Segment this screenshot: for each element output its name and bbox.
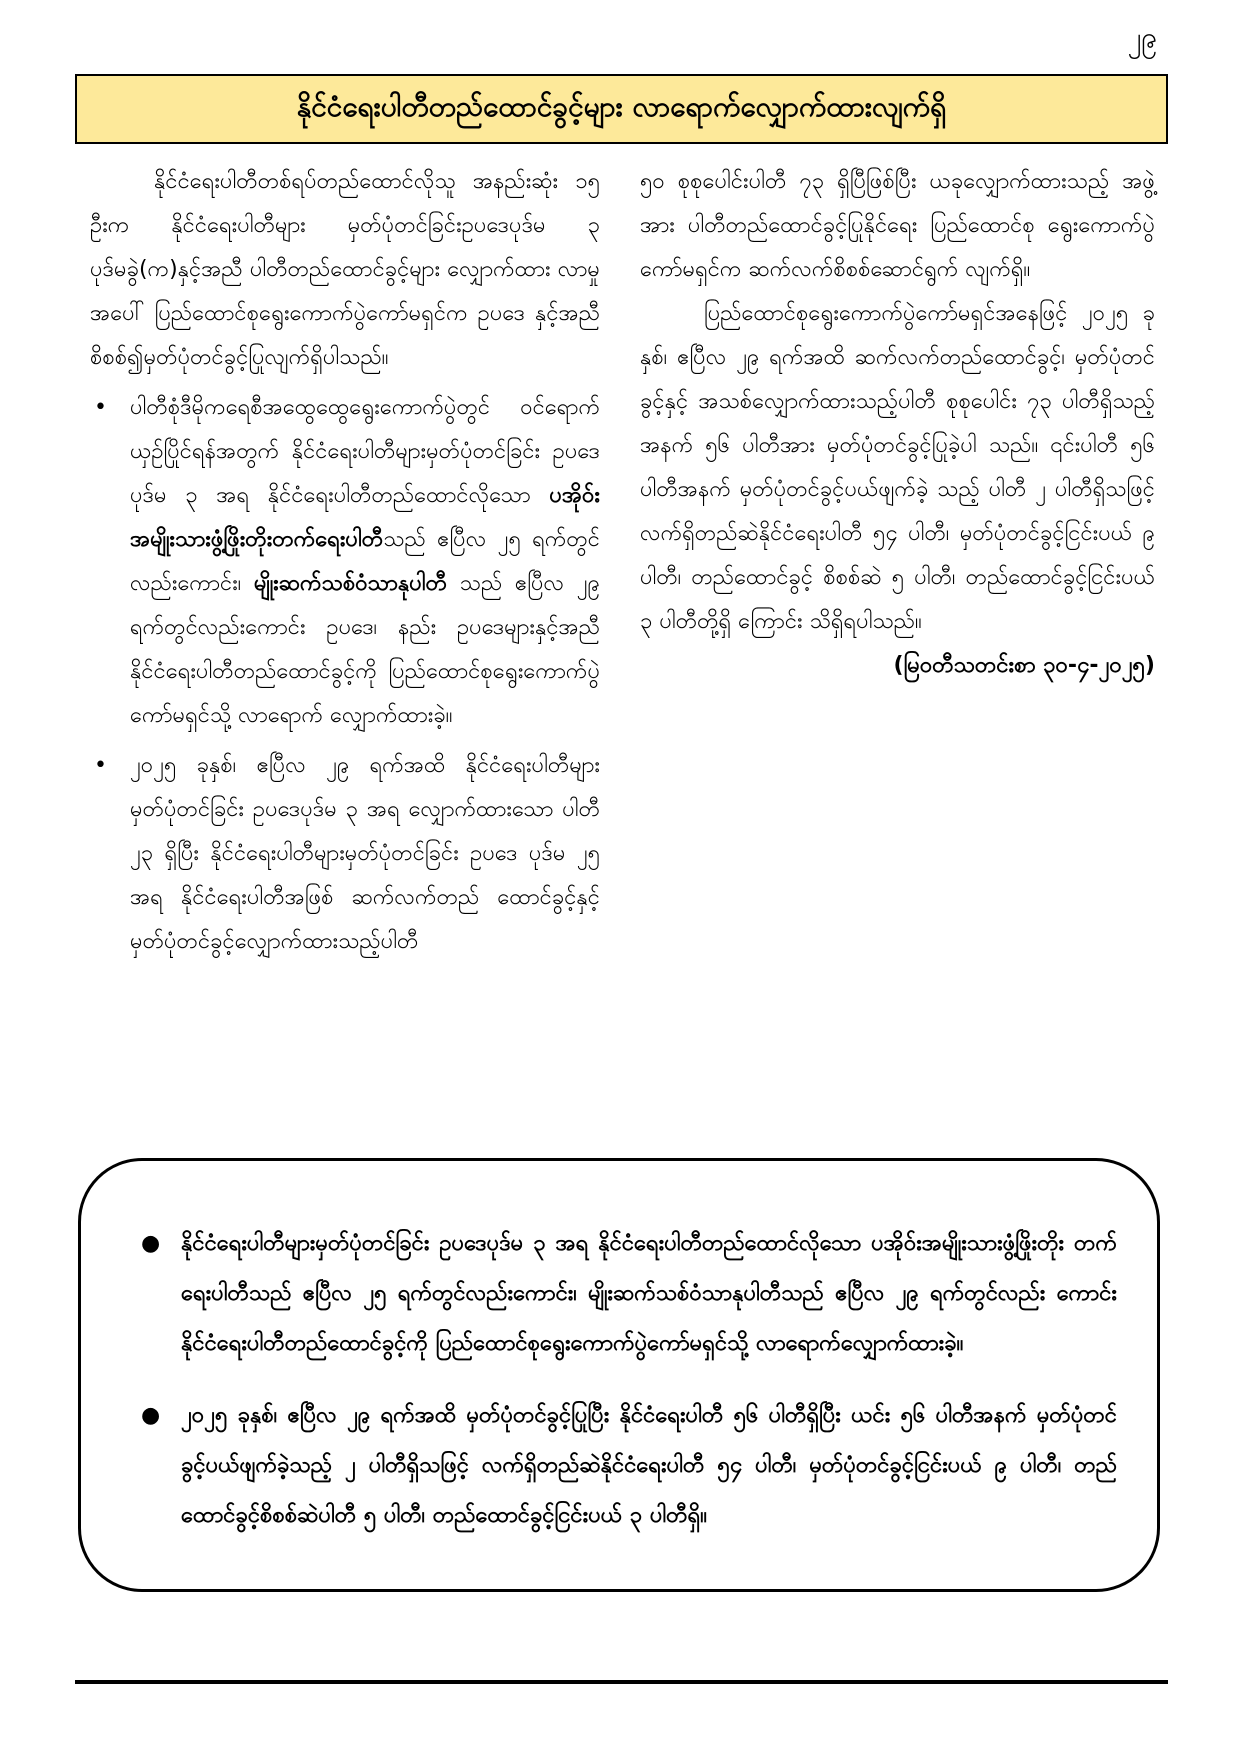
bullet1-text-2: သည် ဧပြီလ ၂၅ ရက်တွင်လည်းကောင်း၊ bbox=[130, 527, 600, 596]
bullet-list bbox=[90, 386, 600, 964]
summary-item: ● ၂၀၂၅ ခုနှစ်၊ ဧပြီလ ၂၉ ရက်အထိ မှတ်ပုံတင်ခွင့်ပြုပြီး နိုင်ငံရေးပါတီ ၅၆ ပါတီရှိပြီး ယင်း ၅၆ ပါတီအနက် မှတ်ပုံတင် ခွင့်ပယ်ဖျက်ခဲ့သည့် ၂ ပါတီရှိသဖြင့် လက်ရှိတည်ဆဲနိုင်ငံရေးပါတီ ၅၄ ပါတီ၊ မှတ်ပုံတင်ခွင့်ငြင်းပယ် ၉ ပါတီ၊ တည် ထောင်ခွင့်စိစစ်ဆဲပါတီ ၅ ပါတီ၊ တည်ထောင်ခွင့်ငြင်းပယ် ၃ ပါတီရှိ။ bbox=[141, 1391, 1117, 1541]
summary-item: ● နိုင်ငံရေးပါတီများမှတ်ပုံတင်ခြင်း ဥပဒေပုဒ်မ ၃ အရ နိုင်ငံရေးပါတီတည်ထောင်လိုသော ပအိုဝ်းအမျိုးသားဖွံ့ဖြိုးတိုး တက်ရေးပါတီသည် ဧပြီလ ၂၅ ရက်တွင်လည်းကောင်း၊ မျိုးဆက်သစ်ဝံသာနုပါတီသည် ဧပြီလ ၂၉ ရက်တွင်လည်း ကောင်း နိုင်ငံရေးပါတီတည်ထောင်ခွင့်ကို ပြည်ထောင်စုရွေးကောက်ပွဲကော်မရှင်သို့ လာရောက်လျှောက်ထားခဲ့။ bbox=[141, 1219, 1117, 1369]
summary-list bbox=[141, 1219, 1117, 1541]
source-citation: (မြဝတီသတင်းစာ ၃၀-၄-၂၀၂၅) bbox=[893, 653, 1155, 678]
bullet1-text-1: ပါတီစုံဒီမိုကရေစီအထွေထွေရွေးကောက်ပွဲတွင် ဝင်ရောက် ယှဉ်ပြိုင်ရန်အတွက် နိုင်ငံရေးပါတီများမှတ်ပုံတင်ခြင်း ဥပဒေပုဒ်မ ၃ အရ နိုင်ငံရေးပါတီတည်ထောင်လိုသော bbox=[130, 395, 600, 508]
list-item: • ၂၀၂၅ ခုနှစ်၊ ဧပြီလ ၂၉ ရက်အထိ နိုင်ငံရေးပါတီများ မှတ်ပုံတင်ခြင်း ဥပဒေပုဒ်မ ၃ အရ လျှောက်ထားသော ပါတီ ၂၃ ရှိပြီး နိုင်ငံရေးပါတီများမှတ်ပုံတင်ခြင်း ဥပဒေ ပုဒ်မ ၂၅ အရ နိုင်ငံရေးပါတီအဖြစ် ဆက်လက်တည် ထောင်ခွင့်နှင့် မှတ်ပုံတင်ခွင့်လျှောက်ထားသည့်ပါတီ bbox=[90, 744, 600, 964]
bullet1-text-3: သည် ဧပြီလ ၂၉ ရက်တွင်လည်းကောင်း ဥပဒေ၊ နည်း ဥပဒေများနှင့်အညီ နိုင်ငံရေးပါတီတည်ထောင်ခွင့်ကို ပြည်ထောင်စုရွေးကောက်ပွဲကော်မရှင်သို့ လာရောက် လျှောက်ထားခဲ့။ bbox=[130, 571, 600, 728]
page-title: နိုင်ငံရေးပါတီတည်ထောင်ခွင့်များ လာရောက်လျှောက်ထားလျက်ရှိ bbox=[75, 74, 1168, 144]
commission-paragraph: ပြည်ထောင်စုရွေးကောက်ပွဲကော်မရှင်အနေဖြင့် ၂၀၂၅ ခုနှစ်၊ ဧပြီလ ၂၉ ရက်အထိ ဆက်လက်တည်ထောင်ခွင့်၊ မှတ်ပုံတင်ခွင့်နှင့် အသစ်လျှောက်ထားသည့်ပါတီ စုစုပေါင်း ၇၃ ပါတီရှိသည့်အနက် ၅၆ ပါတီအား မှတ်ပုံတင်ခွင့်ပြုခဲ့ပါ သည်။ ၎င်းပါတီ ၅၆ ပါတီအနက် မှတ်ပုံတင်ခွင့်ပယ်ဖျက်ခဲ့ သည့် ပါတီ ၂ ပါတီရှိသဖြင့် လက်ရှိတည်ဆဲနိုင်ငံရေးပါတီ ၅၄ ပါတီ၊ မှတ်ပုံတင်ခွင့်ငြင်းပယ် ၉ ပါတီ၊ တည်ထောင်ခွင့် စိစစ်ဆဲ ၅ ပါတီ၊ တည်ထောင်ခွင့်ငြင်းပယ် ၃ ပါတီတို့ရှိ ကြောင်း သိရှိရပါသည်။ bbox=[640, 301, 1155, 634]
summary-box bbox=[78, 1158, 1160, 1592]
bottom-divider bbox=[75, 1680, 1168, 1684]
continuation-paragraph: ၅၀ စုစုပေါင်းပါတီ ၇၃ ရှိပြီဖြစ်ပြီး ယခုလျှောက်ထားသည့် အဖွဲ့အား ပါတီတည်ထောင်ခွင့်ပြုနိုင်ရေး ပြည်ထောင်စု ရွေးကောက်ပွဲကော်မရှင်က ဆက်လက်စိစစ်ဆောင်ရွက် လျက်ရှိ။ bbox=[640, 169, 1155, 282]
left-column bbox=[90, 160, 600, 970]
page-number: ၂၉ bbox=[1127, 21, 1157, 54]
party-name-pa-o: ပအိုဝ်းအမျိုးသားဖွံ့ဖြိုးတိုးတက်ရေးပါတီ bbox=[130, 483, 600, 552]
intro-paragraph: နိုင်ငံရေးပါတီတစ်ရပ်တည်ထောင်လိုသူ အနည်းဆုံး ၁၅ ဦးက နိုင်ငံရေးပါတီများ မှတ်ပုံတင်ခြင်းဥပဒေပုဒ်မ ၃ ပုဒ်မခွဲ(က)နှင့်အညီ ပါတီတည်ထောင်ခွင့်များ လျှောက်ထား လာမှုအပေါ် ပြည်ထောင်စုရွေးကောက်ပွဲကော်မရှင်က ဥပဒေ နှင့်အညီ စိစစ်၍မှတ်ပုံတင်ခွင့်ပြုလျက်ရှိပါသည်။ bbox=[90, 169, 600, 370]
right-column bbox=[640, 160, 1155, 688]
party-name-new-generation: မျိုးဆက်သစ်ဝံသာနုပါတီ bbox=[253, 571, 447, 596]
list-item bbox=[90, 386, 600, 738]
